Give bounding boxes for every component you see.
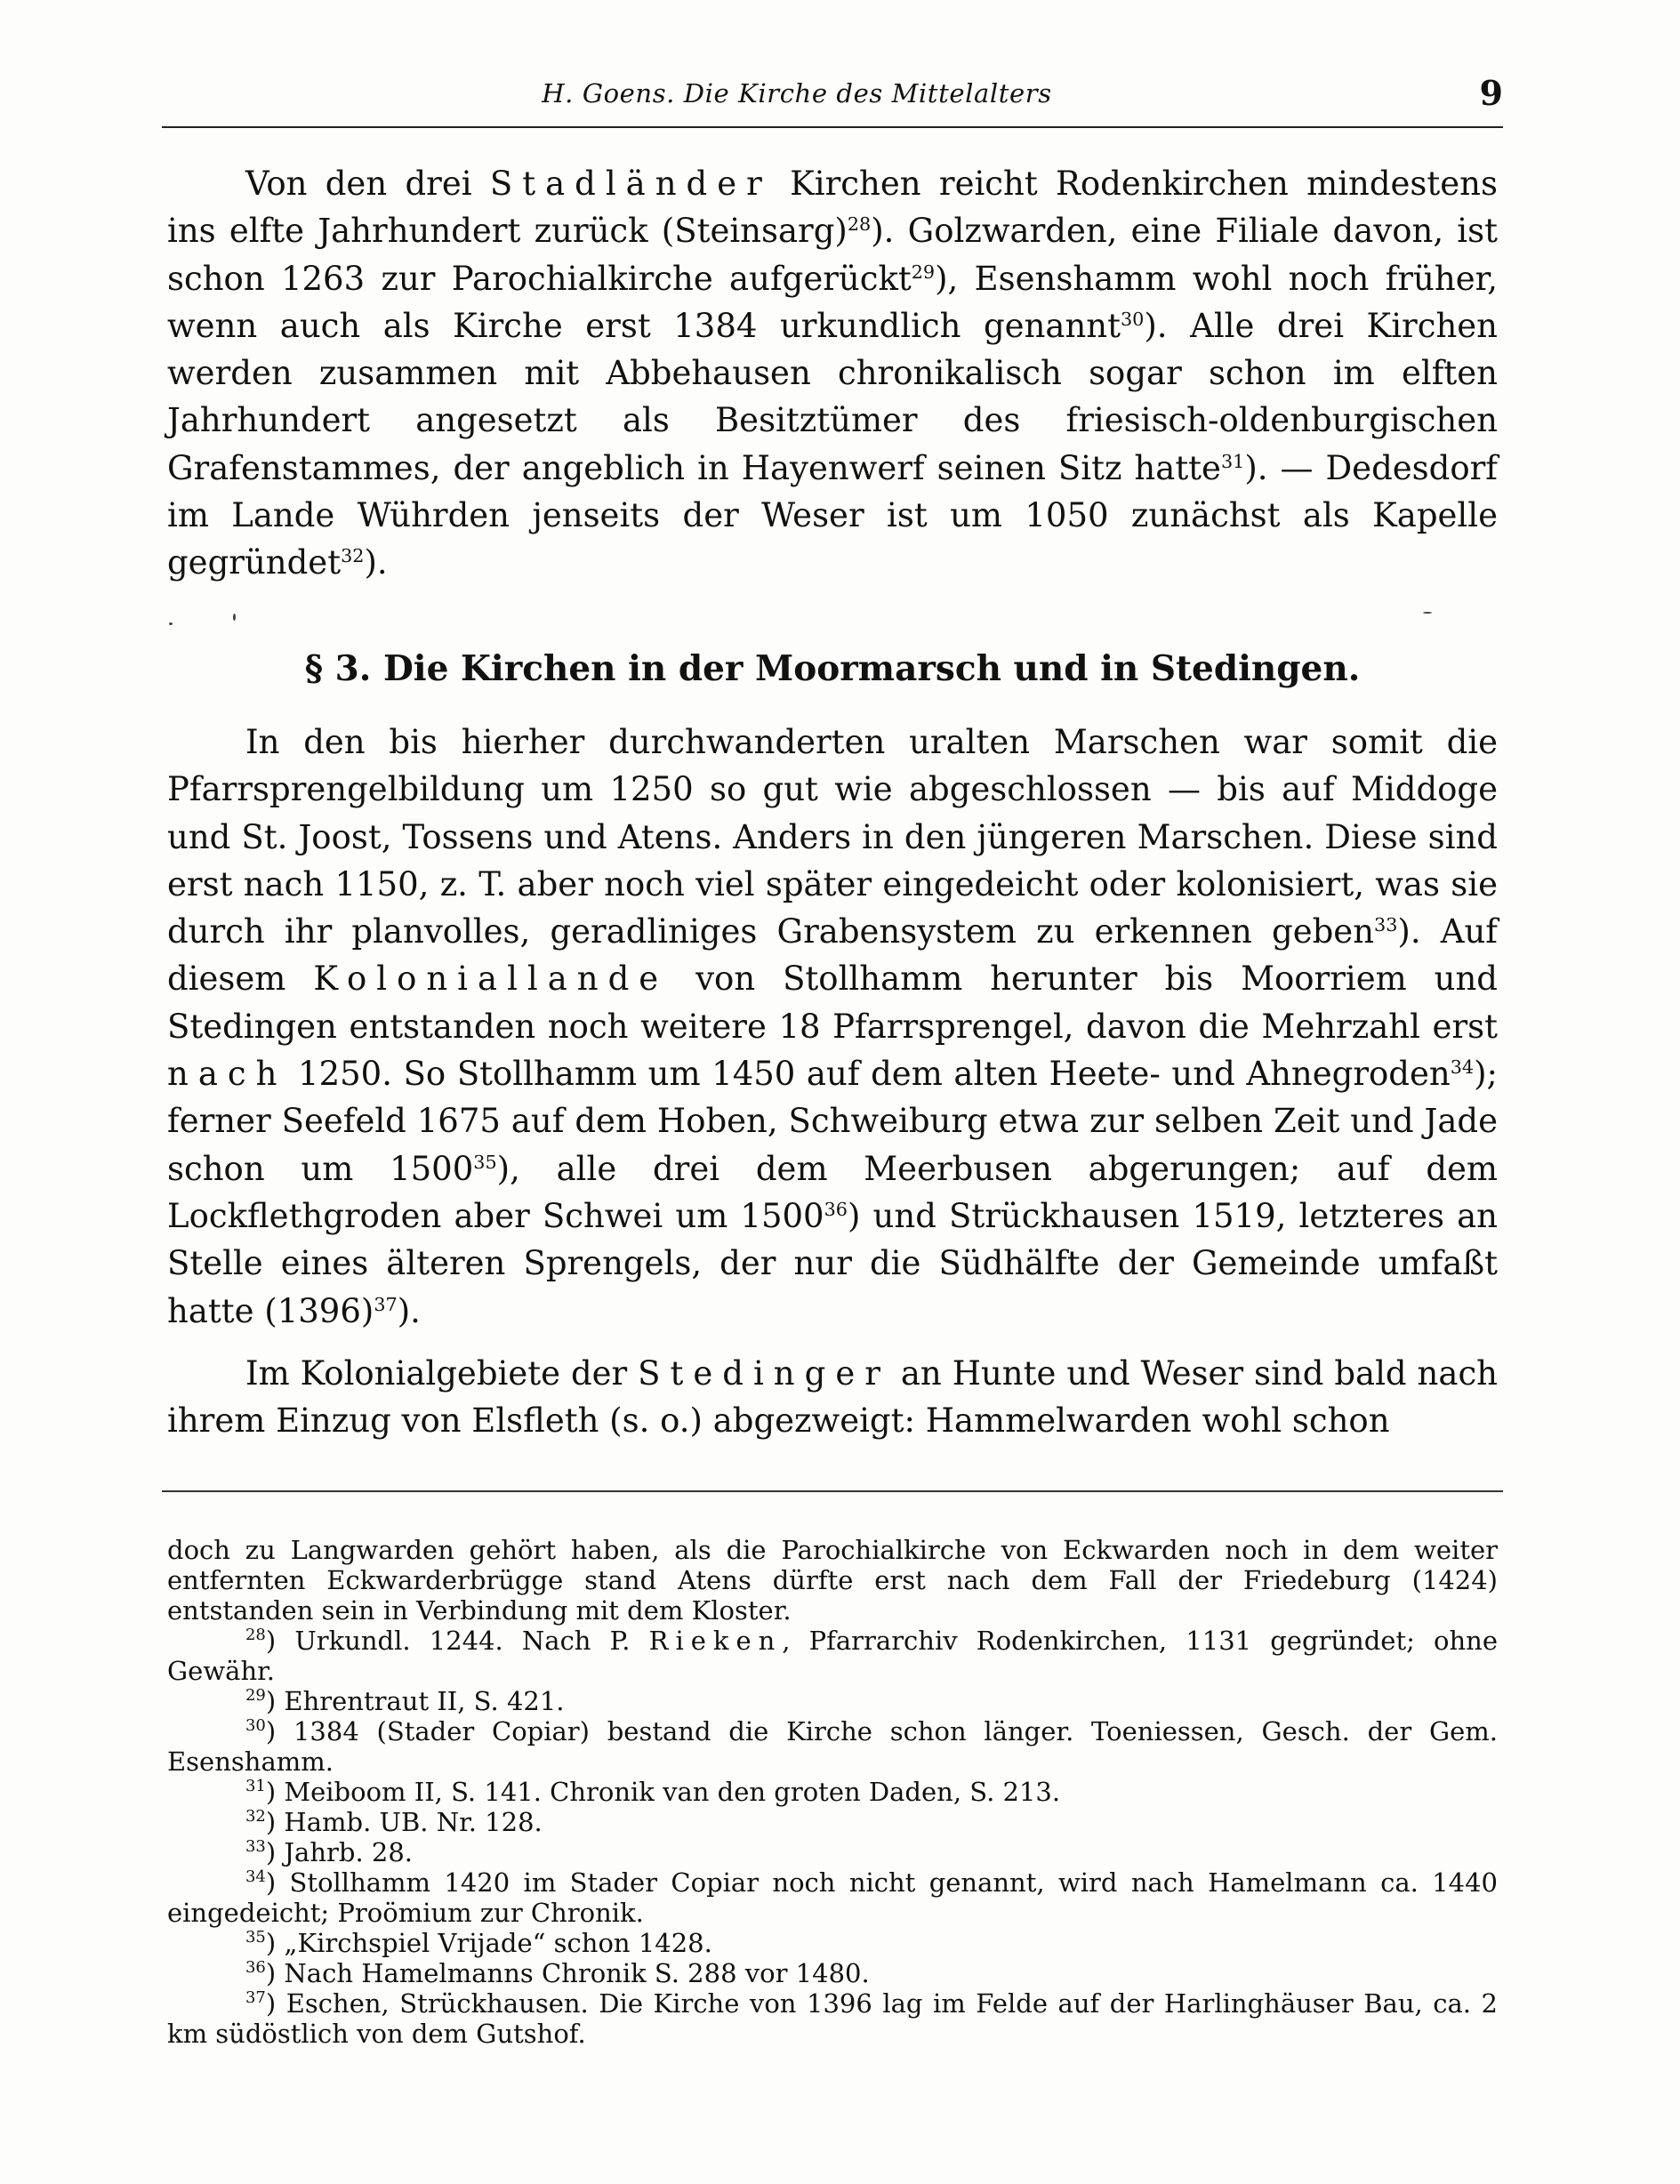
footnote-ref-34: 34 <box>1450 1056 1475 1079</box>
footnote-number: 29 <box>245 1685 266 1705</box>
footnote-marker <box>245 1988 286 2019</box>
footnote-36 <box>167 1958 1498 1988</box>
footnote-text: , Pfarrarchiv Rodenkirchen, 1131 gegründet; ohne Gewähr. <box>167 1626 1498 1686</box>
header-rule <box>162 126 1503 128</box>
footnote-29 <box>167 1686 1498 1716</box>
text-run: 1250. So Stollhamm um 1450 auf dem alten Heete- und Ahnegroden <box>286 1055 1451 1094</box>
text-run: ), Esenshamm wohl noch früher, wenn auch als Kirche erst 1384 urkundlich genannt <box>167 259 1498 345</box>
text-run: ). <box>364 543 388 582</box>
footnote-32 <box>167 1807 1498 1837</box>
scan-speck <box>233 614 236 621</box>
footnote-paren: ) <box>265 1626 295 1656</box>
footnote-paren: ) <box>265 1807 285 1837</box>
paragraph-moormarsch <box>167 719 1498 1335</box>
paragraph-stadland-churches <box>167 160 1498 587</box>
footnote-number: 33 <box>245 1836 266 1856</box>
footnote-30 <box>167 1716 1498 1777</box>
text-run: ). Auf diesem <box>167 912 1498 999</box>
text-run: ) und Strückhausen 1519, letzteres an Stelle eines älteren Sprengels, der nur die Südhälfte der Gemeinde umfaßt hatte (1396) <box>167 1196 1498 1330</box>
footnote-33 <box>167 1837 1498 1867</box>
footnote-text: Eschen, Strückhausen. Die Kirche von 1396 lag im Felde auf der Harlinghäuser Bau, ca. 2 km südöstlich von dem Gutshof. <box>167 1988 1498 2049</box>
footnote-ref-29: 29 <box>911 261 936 283</box>
footnote-ref-36: 36 <box>824 1199 848 1221</box>
footnote-paren: ) <box>265 1686 285 1716</box>
text-run: ). Golzwarden, eine Filiale davon, ist schon 1263 zur Parochialkirche aufgerückt <box>167 212 1499 298</box>
footnote-marker <box>245 1837 284 1867</box>
page-header <box>162 69 1503 132</box>
text-run: Im Kolonialgebiete der <box>245 1354 639 1393</box>
footnote-text: Jahrb. 28. <box>284 1837 413 1867</box>
text-run: ). <box>397 1291 421 1330</box>
footnotes <box>167 1535 1498 2049</box>
footnote-ref-33: 33 <box>1374 914 1398 936</box>
spaced-word: Rieken <box>648 1626 783 1656</box>
footnote-28 <box>167 1626 1498 1686</box>
text-run: ). — Dedesdorf im Lande Wührden jenseits der Weser ist um 1050 zunächst als Kapelle gegründet <box>167 448 1498 582</box>
footnote-list <box>167 1626 1498 2049</box>
footnote-paren: ) <box>265 1777 285 1807</box>
text-run: Von den drei <box>245 165 490 203</box>
page-number: 9 <box>1479 73 1503 113</box>
footnote-rule <box>162 1490 1503 1492</box>
spaced-word: nach <box>167 1055 287 1094</box>
text-run: Kirchen reicht Rodenkirchen mindestens ins elfte Jahrhundert zurück (Steinsarg) <box>167 165 1498 251</box>
footnote-marker <box>245 1777 284 1807</box>
footnote-paren: ) <box>265 1988 286 2019</box>
text-run: ). Alle drei Kirchen werden zusammen mit Abbehausen chronikalisch sogar schon im elften Jahrhundert angesetzt als Besitztümer des friesisch-oldenburgischen Grafenstammes, der angeblich in Hayenwerf seinen Sitz hatte <box>167 306 1498 487</box>
footnote-number: 34 <box>245 1867 266 1886</box>
footnote-ref-35: 35 <box>473 1151 497 1173</box>
footnote-ref-31: 31 <box>1220 450 1245 472</box>
footnote-paren: ) <box>265 1867 290 1898</box>
footnote-34 <box>167 1867 1498 1928</box>
spaced-word: Koloniallande <box>313 960 669 999</box>
footnote-marker <box>245 1867 290 1898</box>
footnote-number: 35 <box>245 1927 266 1947</box>
footnote-text: Stollhamm 1420 im Stader Copiar noch nicht genannt, wird nach Hamelmann ca. 1440 eingedeicht; Proömium zur Chronik. <box>167 1867 1498 1928</box>
footnote-text: Hamb. UB. Nr. 128. <box>284 1807 543 1837</box>
footnote-text: 1384 (Stader Copiar) bestand die Kirche schon länger. Toeniessen, Gesch. der Gem. Esenshamm. <box>167 1716 1498 1777</box>
footnote-number: 31 <box>245 1776 266 1795</box>
footnote-number: 30 <box>245 1715 266 1735</box>
footnote-paren: ) <box>265 1958 285 1988</box>
section-heading: § 3. Die Kirchen in der Moormarsch und in Stedingen. <box>304 648 1361 689</box>
footnote-ref-37: 37 <box>374 1293 398 1315</box>
footnote-ref-32: 32 <box>341 545 365 567</box>
footnote-continuation: doch zu Langwarden gehört haben, als die Parochialkirche von Eckwarden noch in dem weiter entfernten Eckwarderbrügge stand Atens dürfte erst nach dem Fall der Friedeburg (1424) entstanden sein in Verbindung mit dem Kloster. <box>167 1535 1498 1626</box>
text-run: In den bis hierher durchwanderten uralten Marschen war somit die Pfarrsprengelbildung um 1250 so gut wie abgeschlossen — bis auf Middoge und St. Joost, Tossens und Atens. Anders in den jüngeren Marschen. Diese sind erst nach 1150, z. T. aber noch viel später eingedeicht oder kolonisiert, was sie durch ihr planvolles, geradliniges Grabensystem zu erkennen geben <box>167 723 1498 951</box>
text-run: ), alle drei dem Meerbusen abgerungen; auf dem Lockflethgroden aber Schwei um 1500 <box>167 1149 1498 1235</box>
text-run: ); ferner Seefeld 1675 auf dem Hoben, Schweiburg etwa zur selben Zeit und Jade schon um 1500 <box>167 1055 1498 1188</box>
footnote-35 <box>167 1928 1498 1958</box>
footnote-text: Ehrentraut II, S. 421. <box>284 1686 565 1716</box>
footnote-text: Meiboom II, S. 141. Chronik van den groten Daden, S. 213. <box>284 1777 1061 1807</box>
footnote-37 <box>167 1988 1498 2049</box>
footnote-paren: ) <box>265 1928 285 1958</box>
scan-speck <box>169 622 173 625</box>
footnote-number: 37 <box>245 1987 266 2007</box>
footnote-31 <box>167 1777 1498 1807</box>
spaced-word: Stedinger <box>638 1354 890 1393</box>
footnote-number: 36 <box>245 1957 266 1977</box>
footnote-number: 28 <box>245 1625 266 1644</box>
footnote-marker <box>245 1716 293 1746</box>
spaced-word: Stadländer <box>489 165 772 203</box>
footnote-marker <box>245 1807 284 1837</box>
text-run: von Stollhamm herunter bis Moorriem und Stedingen entstanden noch weitere 18 Pfarrsprengel, davon die Mehrzahl erst <box>167 960 1498 1046</box>
footnote-text: „Kirchspiel Vrijade“ schon 1428. <box>284 1928 712 1958</box>
footnote-marker <box>245 1958 284 1988</box>
footnote-paren: ) <box>265 1716 293 1746</box>
footnote-marker <box>245 1928 284 1958</box>
paragraph-stedingen <box>167 1350 1498 1445</box>
footnote-marker <box>245 1686 284 1716</box>
footnote-text: Urkundl. 1244. Nach P. <box>294 1626 649 1656</box>
footnote-ref-28: 28 <box>847 213 872 236</box>
text-run: an Hunte und Weser sind bald nach ihrem Einzug von Elsfleth (s. o.) abgezweigt: Hammelwarden wohl schon <box>167 1354 1498 1441</box>
footnote-ref-30: 30 <box>1121 309 1145 331</box>
footnote-paren: ) <box>265 1837 285 1867</box>
scan-speck <box>1423 612 1432 614</box>
footnote-number: 32 <box>245 1806 266 1826</box>
running-head: H. Goens. Die Kirche des Mittelalters <box>542 78 1052 108</box>
footnote-marker <box>245 1626 294 1656</box>
footnote-text: Nach Hamelmanns Chronik S. 288 vor 1480. <box>284 1958 870 1988</box>
